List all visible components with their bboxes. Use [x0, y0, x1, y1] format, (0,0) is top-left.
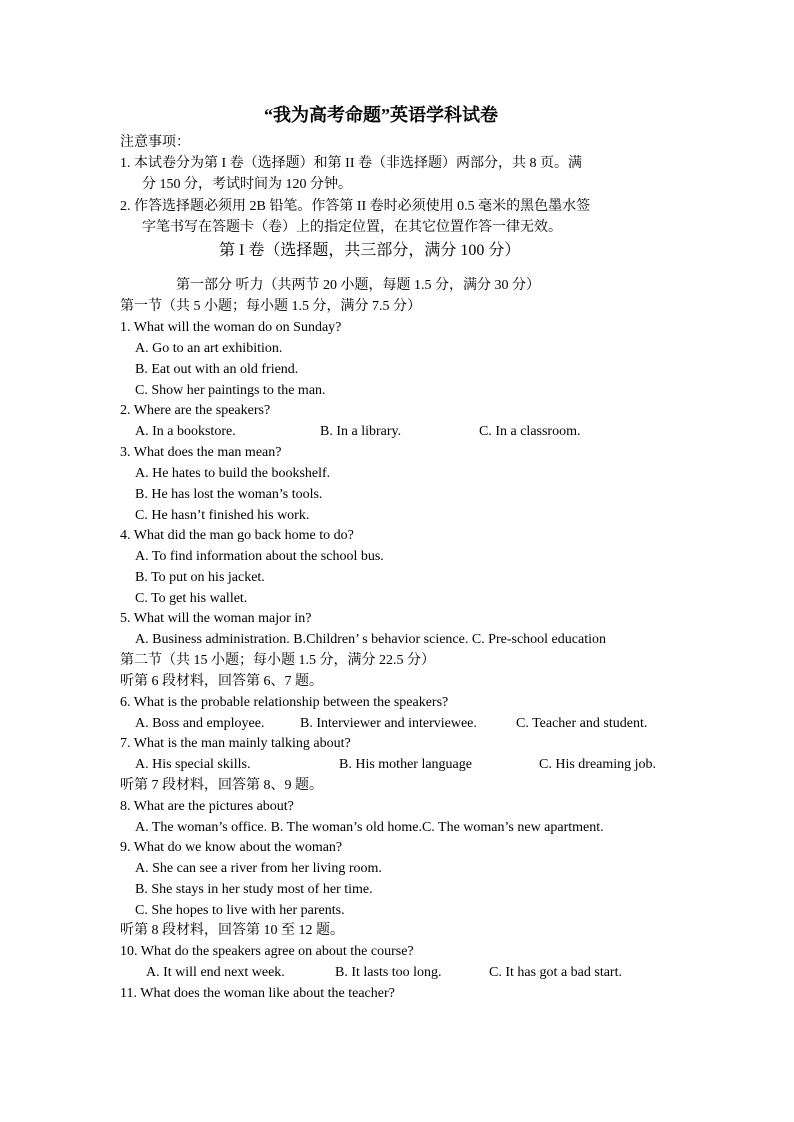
notice-item-2-line-1: 2. 作答选择题必须用 2B 铅笔。作答第 II 卷时必须使用 0.5 毫米的黑色墨水签 — [120, 199, 591, 214]
question-9-option-c: C. She hopes to live with her parents. — [135, 903, 345, 918]
question-5-stem: 5. What will the woman major in? — [120, 611, 312, 626]
notice-heading: 注意事项： — [120, 135, 190, 150]
question-5-options: A. Business administration. B.Children’ s behavior science. C. Pre-school education — [135, 632, 606, 647]
question-8-options: A. The woman’s office. B. The woman’s old home.C. The woman’s new apartment. — [135, 820, 604, 835]
question-6-option-b: B. Interviewer and interviewee. — [300, 716, 477, 731]
question-10-option-b: B. It lasts too long. — [335, 965, 442, 980]
question-2-option-a: A. In a bookstore. — [135, 424, 236, 439]
question-3-stem: 3. What does the man mean? — [120, 445, 282, 460]
question-7-option-b: B. His mother language — [339, 757, 472, 772]
section-1-heading: 第一节（共 5 小题；每小题 1.5 分，满分 7.5 分） — [120, 299, 421, 314]
listening-part-heading: 第一部分 听力（共两节 20 小题，每题 1.5 分，满分 30 分） — [176, 278, 540, 293]
question-6-stem: 6. What is the probable relationship between the speakers? — [120, 695, 449, 710]
material-6-instruction: 听第 6 段材料，回答第 6、7 题。 — [120, 674, 323, 689]
question-10-option-a: A. It will end next week. — [146, 965, 285, 980]
notice-item-2-line-2: 字笔书写在答题卡（卷）上的指定位置，在其它位置作答一律无效。 — [142, 220, 562, 235]
question-2-option-c: C. In a classroom. — [479, 424, 581, 439]
question-7-stem: 7. What is the man mainly talking about? — [120, 736, 351, 751]
question-10-option-c: C. It has got a bad start. — [489, 965, 622, 980]
question-4-option-c: C. To get his wallet. — [135, 591, 248, 606]
question-7-option-c: C. His dreaming job. — [539, 757, 657, 772]
page-title: “我为高考命题”英语学科试卷 — [264, 105, 498, 125]
question-4-stem: 4. What did the man go back home to do? — [120, 528, 354, 543]
question-1-option-a: A. Go to an art exhibition. — [135, 341, 283, 356]
question-3-option-b: B. He has lost the woman’s tools. — [135, 487, 323, 502]
question-11-stem: 11. What does the woman like about the teacher? — [120, 986, 395, 1001]
question-9-option-b: B. She stays in her study most of her time. — [135, 882, 373, 897]
material-8-instruction: 听第 8 段材料，回答第 10 至 12 题。 — [120, 923, 344, 938]
question-2-option-b: B. In a library. — [320, 424, 402, 439]
notice-item-1-line-1: 1. 本试卷分为第 I 卷（选择题）和第 II 卷（非选择题）两部分，共 8 页。满 — [120, 156, 582, 171]
section-2-heading: 第二节（共 15 小题；每小题 1.5 分，满分 22.5 分） — [120, 653, 435, 668]
question-9-option-a: A. She can see a river from her living room. — [135, 861, 382, 876]
question-9-stem: 9. What do we know about the woman? — [120, 840, 343, 855]
question-1-option-c: C. Show her paintings to the man. — [135, 383, 326, 398]
question-4-option-b: B. To put on his jacket. — [135, 570, 265, 585]
part-heading: 第 I 卷（选择题，共三部分，满分 100 分） — [219, 242, 521, 259]
material-7-instruction: 听第 7 段材料，回答第 8、9 题。 — [120, 778, 323, 793]
question-1-stem: 1. What will the woman do on Sunday? — [120, 320, 342, 335]
notice-item-1-line-2: 分 150 分，考试时间为 120 分钟。 — [142, 177, 352, 192]
question-6-option-c: C. Teacher and student. — [516, 716, 648, 731]
question-7-option-a: A. His special skills. — [135, 757, 251, 772]
question-1-option-b: B. Eat out with an old friend. — [135, 362, 299, 377]
question-10-stem: 10. What do the speakers agree on about the course? — [120, 944, 414, 959]
question-3-option-c: C. He hasn’t finished his work. — [135, 508, 310, 523]
question-3-option-a: A. He hates to build the bookshelf. — [135, 466, 331, 481]
question-2-stem: 2. Where are the speakers? — [120, 403, 271, 418]
question-8-stem: 8. What are the pictures about? — [120, 799, 294, 814]
question-4-option-a: A. To find information about the school bus. — [135, 549, 384, 564]
question-6-option-a: A. Boss and employee. — [135, 716, 265, 731]
